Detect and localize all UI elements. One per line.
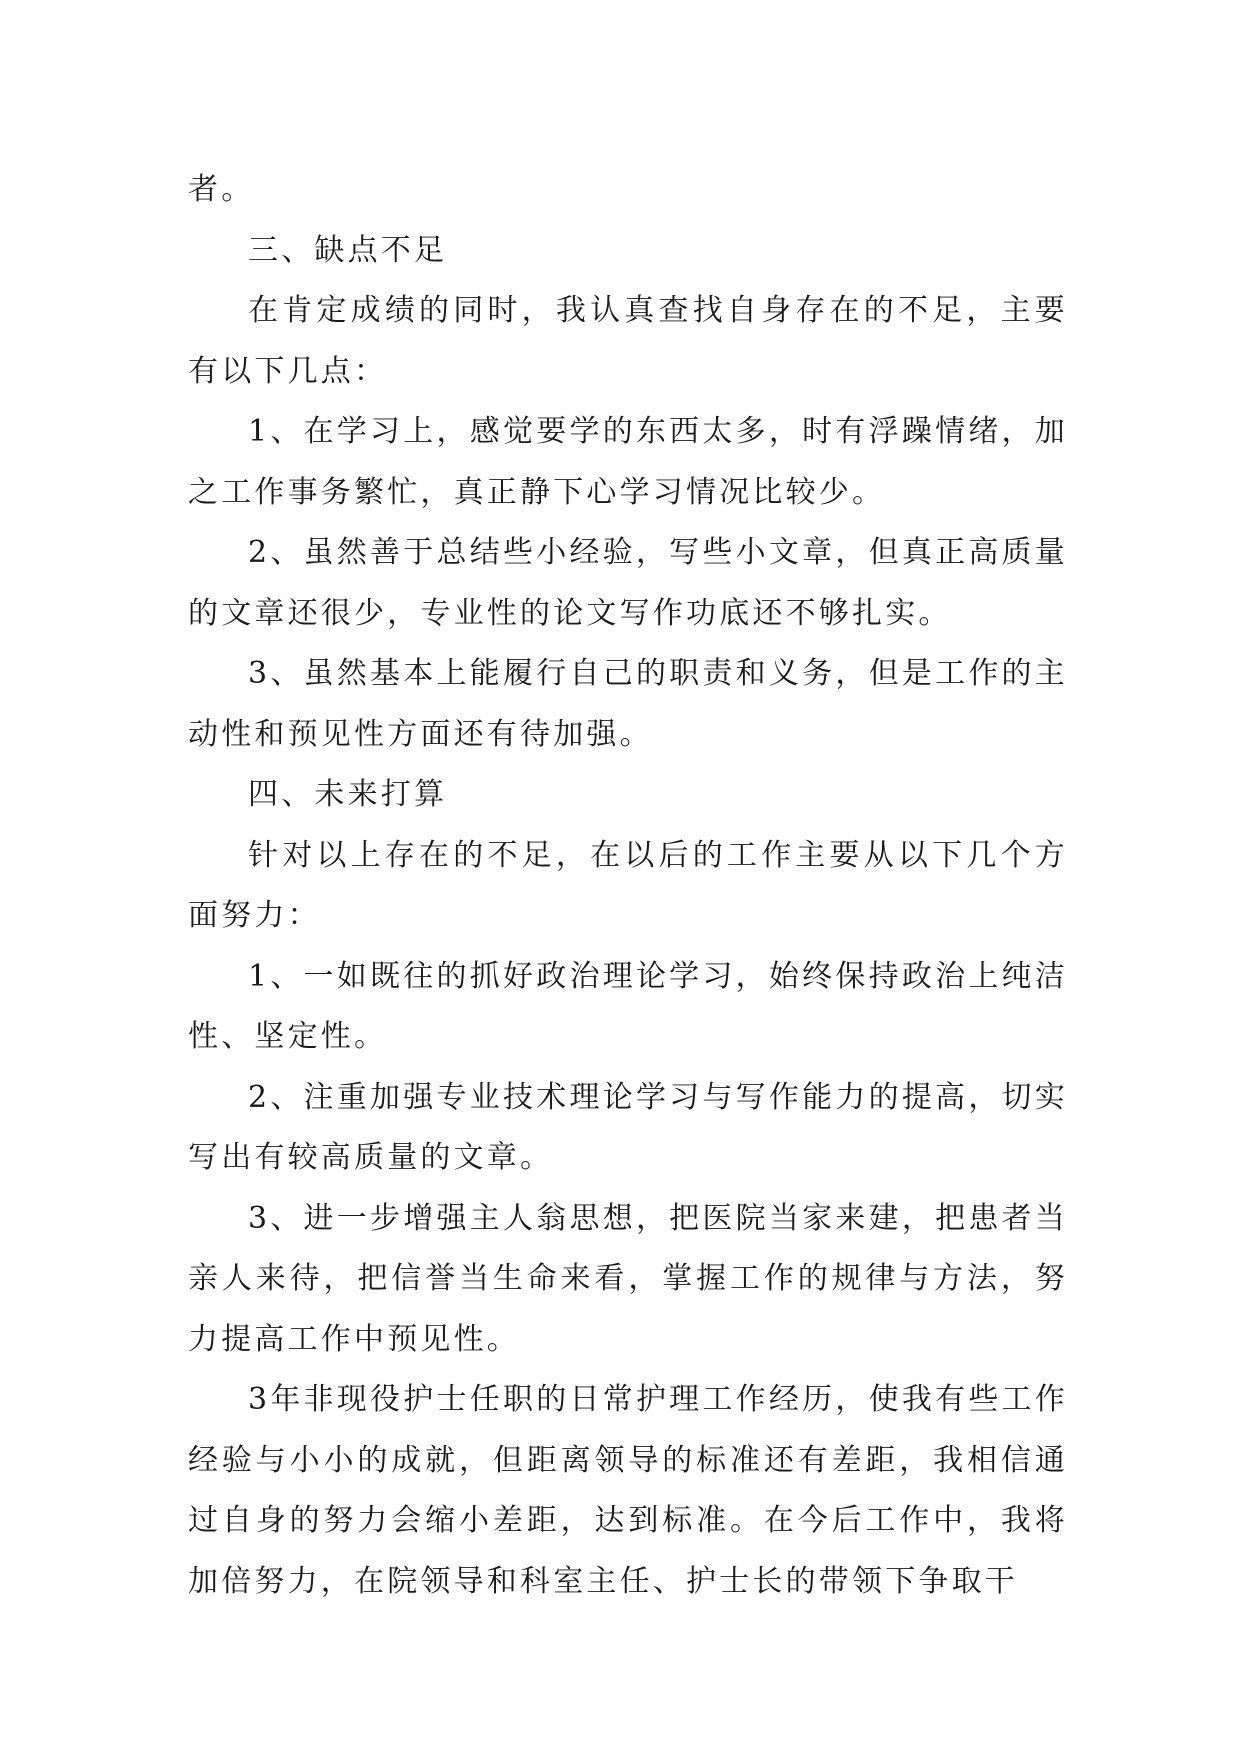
- section-heading-future-plans: 四、未来打算: [248, 777, 448, 812]
- paragraph-shortcoming-3: 3、虽然基本上能履行自己的职责和义务，但是工作的主动性和预见性方面还有待加强。: [188, 656, 1068, 752]
- document-body: [188, 160, 1068, 1612]
- paragraph-plan-1: 1、一如既往的抓好政治理论学习，始终保持政治上纯洁性、坚定性。: [188, 958, 1068, 1054]
- paragraph-continuation: 者。: [188, 172, 255, 207]
- paragraph-shortcomings-intro: 在肯定成绩的同时，我认真查找自身存在的不足，主要有以下几点：: [188, 293, 1068, 389]
- paragraph-conclusion: 3年非现役护士任职的日常护理工作经历，使我有些工作经验与小小的成就，但距离领导的标准还有差距，我相信通过自身的努力会缩小差距，达到标准。在今后工作中，我将加倍努力，在院领导和科室主任、护士长的带领下争取干: [188, 1382, 1068, 1599]
- paragraph-plan-3: 3、进一步增强主人翁思想，把医院当家来建，把患者当亲人来待，把信誉当生命来看，掌握工作的规律与方法，努力提高工作中预见性。: [188, 1200, 1068, 1357]
- paragraph-plan-2: 2、注重加强专业技术理论学习与写作能力的提高，切实写出有较高质量的文章。: [188, 1079, 1068, 1175]
- paragraph-plans-intro: 针对以上存在的不足，在以后的工作主要从以下几个方面努力：: [188, 837, 1068, 933]
- paragraph-shortcoming-2: 2、虽然善于总结些小经验，写些小文章，但真正高质量的文章还很少，专业性的论文写作功底还不够扎实。: [188, 535, 1068, 631]
- section-heading-shortcomings: 三、缺点不足: [248, 232, 448, 268]
- paragraph-shortcoming-1: 1、在学习上，感觉要学的东西太多，时有浮躁情绪，加之工作事务繁忙，真正静下心学习情况比较少。: [188, 414, 1068, 510]
